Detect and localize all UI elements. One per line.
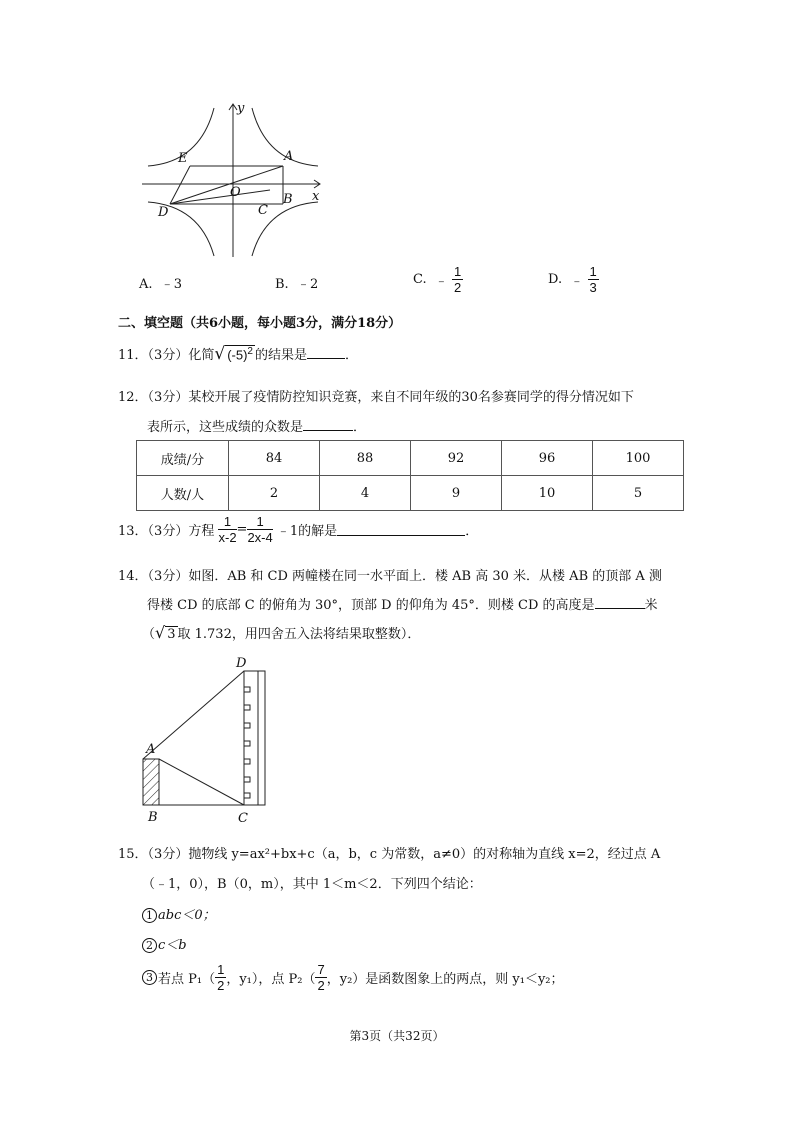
building-CD-outer [258, 671, 265, 805]
hyperbola-figure [140, 100, 330, 260]
label-C: C [238, 811, 248, 825]
question-11: 11．（3分）化简√ $(-5)^2$ 的结果是 ． [118, 344, 358, 364]
option-d-fraction: $\frac{1}{3}$ [589, 264, 597, 295]
label-D: D [158, 205, 169, 220]
page-footer: 第3页（共32页） [349, 1029, 445, 1043]
building-CD-windows [244, 687, 250, 798]
building-CD [244, 671, 258, 805]
section-heading: 二、填空题（共6小题，每小题3分，满分18分） [118, 316, 402, 331]
question-15-line2: （﹣1，0），B（0，m），其中 1＜m＜2．下列四个结论： [142, 877, 482, 892]
table-cell: 96 [502, 441, 593, 476]
table-header: 人数/人 [137, 476, 229, 511]
table-cell: 5 [593, 476, 684, 511]
conclusion-3: 3 若点 P₁（ $\frac{1}{2}$ ，y₁），点 P₂（ $\frac{7}{2}$ ，y₂）是函数图象上的两点，则 y₁＜y₂； [142, 962, 564, 993]
fraction-seven-halves: $\frac{7}{2}$ [317, 962, 325, 993]
sqrt-icon: √ [155, 623, 166, 642]
score-table [136, 440, 684, 511]
label-A: A [146, 742, 156, 757]
sqrt-icon: √ [214, 344, 226, 364]
label-B: B [148, 810, 158, 825]
label-C: C [258, 203, 268, 218]
table-cell: 9 [411, 476, 502, 511]
label-y: y [237, 101, 245, 116]
answer-blank-11[interactable] [307, 346, 345, 359]
option-b: B. ﹣2 [275, 277, 319, 292]
line-AC [159, 759, 244, 805]
table-cell: 10 [502, 476, 593, 511]
label-x: x [312, 189, 320, 204]
question-14-line3: （√ 3 取 1.732，用四舍五入法将结果取整数）． [142, 623, 421, 642]
table-cell: 84 [229, 441, 320, 476]
answer-blank-13[interactable] [337, 523, 465, 536]
fraction-half: $\frac{1}{2}$ [217, 962, 225, 993]
question-14-line1: 14．（3分）如图．AB 和 CD 两幢楼在同一水平面上．楼 AB 高 30 米．从楼 AB 的顶部 A 测 [118, 569, 662, 584]
label-E: E [178, 151, 188, 166]
option-c: C. ﹣ $\frac{1}{2}$ [413, 264, 462, 295]
answer-blank-14[interactable] [595, 596, 645, 609]
table-cell: 4 [320, 476, 411, 511]
table-row [137, 476, 684, 511]
table-cell: 2 [229, 476, 320, 511]
label-O: O [230, 185, 241, 200]
label-D: D [236, 656, 247, 671]
question-14-line2: 得楼 CD 的底部 C 的俯角为 30°，顶部 D 的仰角为 45°．则楼 CD 的高度是 米 [147, 598, 658, 613]
segment-DC [170, 190, 270, 204]
table-cell: 92 [411, 441, 502, 476]
building-AB [143, 759, 159, 805]
question-12-line1: 12．（3分）某校开展了疫情防控知识竞赛，来自不同年级的30名参赛同学的得分情况如下 [118, 390, 634, 405]
label-B: B [283, 192, 293, 207]
table-cell: 100 [593, 441, 684, 476]
option-c-fraction: $\frac{1}{2}$ [454, 264, 462, 295]
conclusion-1: 1 abc＜0； [142, 904, 216, 923]
label-A: A [284, 149, 294, 164]
table-header: 成绩/分 [137, 441, 229, 476]
question-13: 13．（3分）方程 $\frac{1}{x-2}$ = $\frac{1}{2x-4}$ ﹣1的解是 ． [118, 514, 479, 545]
conclusion-2: 2 c＜b [142, 934, 187, 953]
answer-blank-12[interactable] [303, 418, 353, 431]
option-a: A. ﹣3 [139, 277, 183, 292]
option-d: D. ﹣ $\frac{1}{3}$ [548, 264, 597, 295]
buildings-figure [140, 655, 280, 825]
fraction-2: $\frac{1}{2x-4}$ [247, 514, 273, 545]
line-AD [143, 671, 244, 759]
question-15-line1: 15．（3分）抛物线 y=ax²+bx+c（a，b，c 为常数，a≠0）的对称轴为直线 x=2，经过点 A [118, 847, 661, 862]
question-12-line2: 表所示，这些成绩的众数是 ． [147, 420, 367, 435]
fraction-1: $\frac{1}{x-2}$ [218, 514, 237, 545]
table-row [137, 441, 684, 476]
radicand: $(-5)^2$ [227, 345, 253, 362]
table-cell: 88 [320, 441, 411, 476]
